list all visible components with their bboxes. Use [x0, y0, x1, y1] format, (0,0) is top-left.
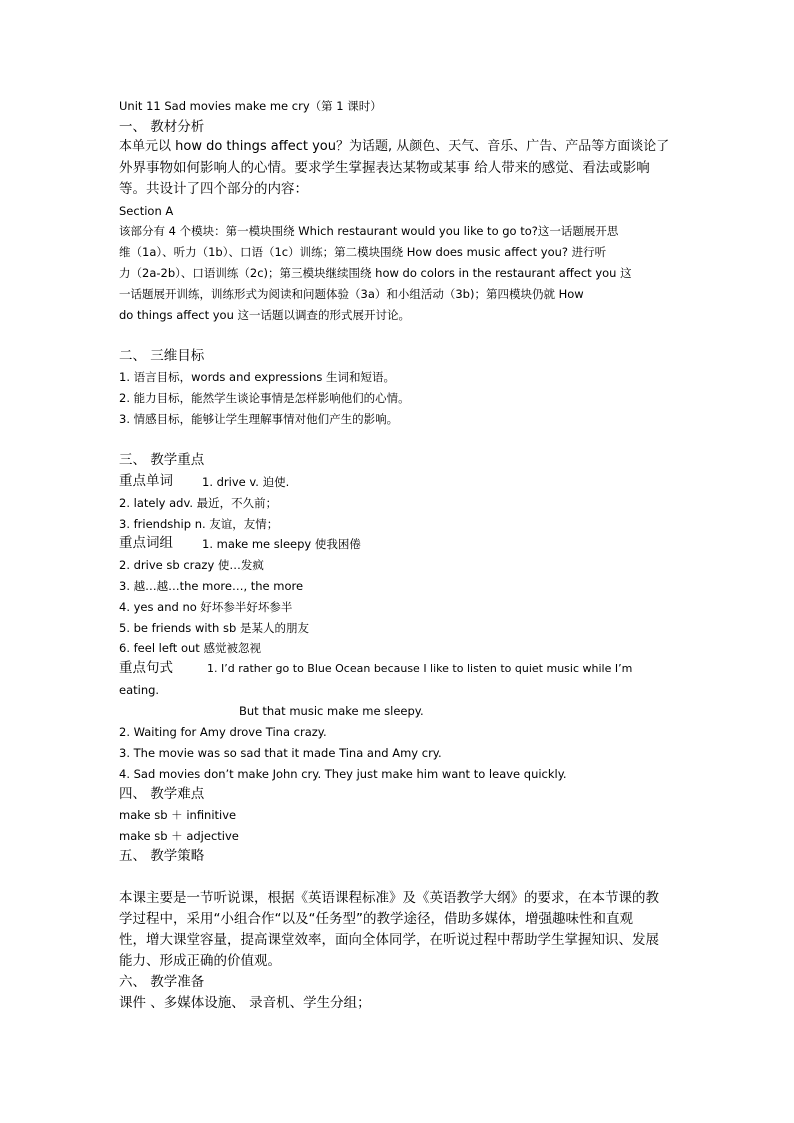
para-line: 维（1a）、听力（1b）、口语（1c）训练；第二模块围绕 How does music affect you? 进行听 — [119, 245, 607, 259]
list-item: 1. I’d rather go to Blue Ocean because I like to listen to quiet music while I’m — [207, 662, 633, 675]
list-item: 3. friendship n. 友谊，友情； — [119, 517, 279, 531]
list-item: 5. be friends with sb 是某人的朋友 — [119, 621, 309, 635]
list-item: 4. yes and no 好坏参半好坏参半 — [119, 600, 293, 614]
list-item: eating. — [119, 683, 160, 697]
para-line: 课件 、多媒体设施、 录音机、学生分组； — [119, 995, 371, 1011]
list-item: 6. feel left out 感觉被忽视 — [119, 641, 261, 655]
section-a-label: Section A — [119, 204, 174, 218]
list-item: make sb ＋ infinitive — [119, 808, 237, 822]
list-item: 1. 语言目标，words and expressions 生词和短语。 — [119, 370, 396, 384]
para-line: 能力、形成正确的价值观。 — [119, 953, 281, 969]
para-line: 等。共设计了四个部分的内容： — [119, 181, 308, 197]
para-line: 学过程中，采用“小组合作“以及“任务型”的教学途径，借助多媒体，增强趣味性和直观 — [119, 911, 633, 927]
key-words-label: 重点单词 — [119, 473, 173, 489]
key-phrases-label: 重点词组 — [119, 535, 173, 551]
list-item: 2. lately adv. 最近，不久前； — [119, 496, 278, 510]
section-3-heading: 三、 教学重点 — [119, 452, 205, 468]
section-1-heading: 一、 教材分析 — [119, 119, 205, 135]
list-item: 1. drive v. 迫使. — [202, 475, 290, 489]
list-item: 3. 越…越…the more…, the more — [119, 579, 304, 593]
section-2-heading: 二、 三维目标 — [119, 348, 205, 364]
para-line: 性，增大课堂容量，提高课堂效率，面向全体同学，在听说过程中帮助学生掌握知识、发展 — [119, 932, 659, 948]
para-line: 一话题展开训练，训练形式为阅读和问题体验（3a）和小组活动（3b)；第四模块仍就 How — [119, 287, 584, 301]
list-item: 1. make me sleepy 使我困倦 — [202, 537, 361, 551]
key-sentences-label: 重点句式 — [119, 660, 173, 676]
list-item: 2. 能力目标，能然学生谈论事情是怎样影响他们的心情。 — [119, 391, 410, 405]
para-line: do things affect you 这一话题以调查的形式展开讨论。 — [119, 308, 411, 322]
list-item: 3. The movie was so sad that it made Tina and Amy cry. — [119, 746, 442, 760]
section-4-heading: 四、 教学难点 — [119, 786, 205, 802]
section-5-heading: 五、 教学策略 — [119, 848, 205, 864]
list-item: But that music make me sleepy. — [239, 704, 424, 718]
para-line: 外界事物如何影响人的心情。要求学生掌握表达某物或某事 给人带来的感觉、看法或影响 — [119, 160, 650, 176]
para-line: 本课主要是一节听说课，根据《英语课程标准》及《英语教学大纲》的要求，在本节课的教 — [119, 890, 659, 906]
list-item: 3. 情感目标，能够让学生理解事情对他们产生的影响。 — [119, 412, 399, 426]
para-line: 本单元以 how do things affect you？为话题, 从颜色、天气、音乐、广告、产品等方面谈论了 — [119, 139, 670, 154]
para-line: 力（2a-2b）、口语训练（2c)；第三模块继续围绕 how do colors in the restaurant affect you 这 — [119, 266, 632, 280]
doc-title: Unit 11 Sad movies make me cry（第 1 课时） — [119, 99, 382, 113]
list-item: 2. drive sb crazy 使…发疯 — [119, 558, 264, 572]
list-item: make sb ＋ adjective — [119, 829, 239, 843]
section-6-heading: 六、 教学准备 — [119, 974, 205, 990]
para-line: 该部分有 4 个模块：第一模块围绕 Which restaurant would you like to go to?这一话题展开思 — [119, 224, 619, 238]
list-item: 4. Sad movies don’t make John cry. They just make him want to leave quickly. — [119, 767, 567, 781]
list-item: 2. Waiting for Amy drove Tina crazy. — [119, 725, 327, 739]
